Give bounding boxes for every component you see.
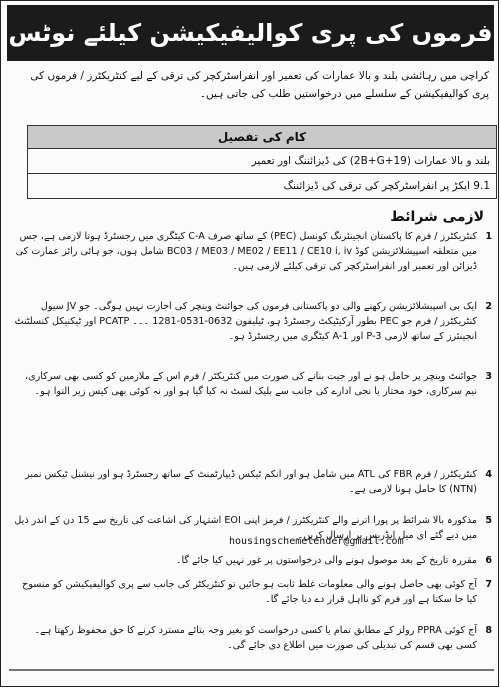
condition-text: مذکورہ بالا شرائط پر پورا اترنے والے کنٹریکٹرز / فرمز اپنی EOI اشتہار کی اشاعت کی تاریخ سے 15 دن کے اندر ذیل میں دیے گئے ای میل ایڈریس پر ارسال کریں۔ bbox=[14, 515, 477, 541]
intro-paragraph: کراچی میں رہائشی بلند و بالا عمارات کی تعمیر اور انفراسٹرکچر کی ترقی کے لیے کنٹریکٹرز / فرموں کی پری کوالیفیکیشن کے سلسلے میں درخواستیں طلب کی جاتی ہیں۔ bbox=[30, 70, 489, 100]
notice-title: فرموں کی پری کوالیفیکیشن کیلئے نوٹس bbox=[7, 5, 494, 61]
condition-number: 8 bbox=[485, 625, 492, 636]
condition-text: کنٹریکٹرز / فرم کا پاکستان انجینئرنگ کونسل (PEC) کے ساتھ صرف C-A کیٹگری میں رجسٹرڈ ہونا لازمی ہے، جس میں متعلقہ اسپیشلائزیشن کوڈ BC03 / ME03 / ME02 / EE11 / CE10 i, iv شامل ہوں، جو ہائی رائز عمارت کی ڈیزائن اور تعمیر اور انفراسٹرکچر کی ترقی کیلئے لازمی ہیں۔ bbox=[15, 231, 477, 272]
condition-text: جوائنٹ وینچر پر حامل ہو نے اور جیت بنانے کی صورت میں کنٹریکٹر / فرم اس کے ملازمین کو کسی بھی سرکاری، نیم سرکاری، خود مختار یا نجی ادارے کی جانب سے بلیک لسٹ نہ کیا گیا ہو اور نہ کوئی بھی کیس زیر التوا ہو۔ bbox=[24, 371, 477, 397]
work-details-row: بلند و بالا عمارات (2B+G+19) کی ڈیزائننگ اور تعمیر bbox=[28, 149, 496, 174]
condition-number: 4 bbox=[485, 469, 492, 480]
condition-number: 5 bbox=[485, 515, 492, 526]
condition-number: 3 bbox=[485, 371, 492, 382]
condition-number: 7 bbox=[485, 579, 492, 590]
bottom-divider bbox=[9, 669, 494, 671]
condition-item bbox=[11, 623, 491, 653]
condition-text: کنٹریکٹرز / فرم FBR کی ATL میں شامل ہو اور انکم ٹیکس ڈیپارٹمنٹ کے ساتھ رجسٹرڈ ہو اور نیشنل ٹیکس نمبر (NTN) کا حامل ہونا لازمی ہے۔ bbox=[25, 469, 477, 495]
condition-item bbox=[11, 467, 491, 497]
condition-text: آج کوئی بھی حاصل ہونے والی معلومات غلط ثابت ہو جائیں تو کنٹریکٹر کی جانب سے پری کوالیفیکیشن کو منسوخ کیا جا سکتا ہے اور فرم کو نااہل قرار دے دیا جائے گا۔ bbox=[22, 579, 477, 605]
condition-item bbox=[11, 577, 491, 607]
condition-item bbox=[11, 229, 491, 274]
condition-number: 1 bbox=[485, 231, 492, 242]
condition-item bbox=[11, 553, 491, 568]
condition-number: 6 bbox=[485, 555, 492, 566]
condition-item bbox=[11, 369, 491, 399]
work-details-heading: کام کی تفصیل bbox=[28, 126, 496, 149]
condition-number: 2 bbox=[485, 301, 492, 312]
condition-text: آج کوئی PPRA رولز کے مطابق تمام یا کسی درخواست کو بغیر وجہ بتائے مسترد کرنے کا حق محفوظ رکھتا ہے۔ کسی بھی قسم کی تبدیلی کی صورت میں اطلاع دی جائے گی۔ bbox=[34, 625, 477, 651]
conditions-title: لازمی شرائط bbox=[390, 209, 484, 225]
contact-email-link[interactable]: housingschemetender@gmail.com bbox=[229, 536, 404, 547]
work-details-row: 9.1 ایکڑ پر انفراسٹرکچر کی ترقی کی ڈیزائننگ bbox=[283, 180, 490, 192]
condition-text: ایک بی اسپیشلائزیشن رکھنے والی دو پاکستانی فرموں کی جوائنٹ وینچر کی اجازت نہیں ہوگی۔ جو JV سیول کنٹریکٹرز / فرم جو PEC بطور آرکیٹیکٹ رجسٹرڈ ہو، ٹیلیفون 0632-0531-1281 ۔۔۔ PCATP اور ٹیکنیکل کنسلٹنٹ انجینئرز کے ساتھ لازمی P-3 اور A-1 کیٹگری میں رجسٹرڈ ہو۔ bbox=[14, 301, 477, 342]
work-details-table bbox=[27, 125, 497, 199]
condition-item bbox=[11, 299, 491, 344]
condition-text: مقررہ تاریخ کے بعد موصول ہونے والی درخواستوں پر غور نہیں کیا جائے گا۔ bbox=[175, 555, 477, 566]
